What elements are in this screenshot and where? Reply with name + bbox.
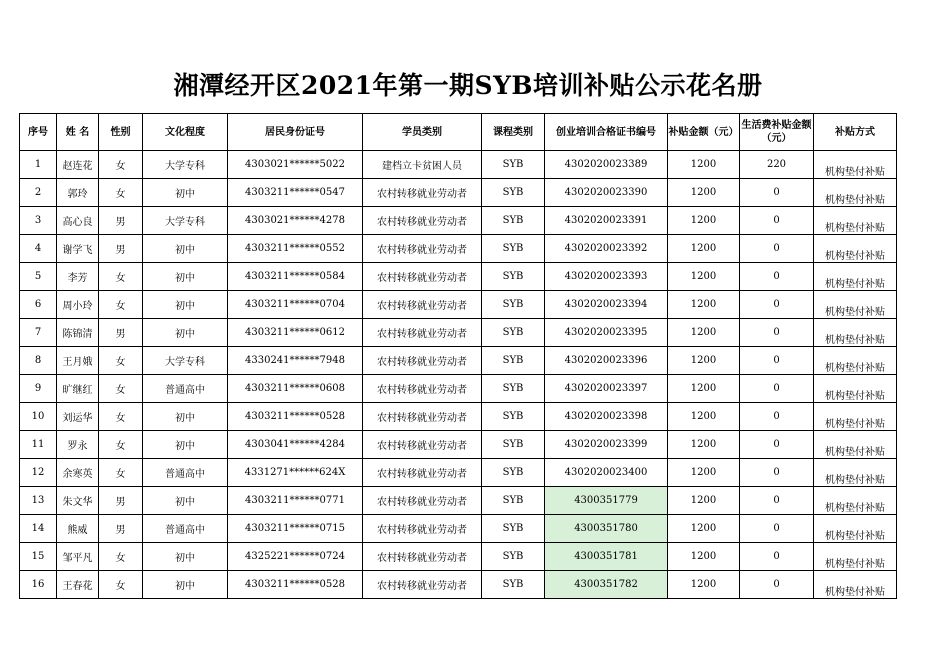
row-number-cell: 8 — [20, 347, 57, 375]
certificate-number-cell: 4302020023389 — [545, 151, 668, 179]
subsidy-amount-cell: 1200 — [668, 459, 740, 487]
row-number-cell: 2 — [20, 179, 57, 207]
row-number-cell: 1 — [20, 151, 57, 179]
subsidy-method-cell: 机构垫付补贴 — [814, 403, 897, 431]
gender-cell: 女 — [99, 403, 143, 431]
student-name-cell: 熊威 — [57, 515, 99, 543]
column-header: 姓 名 — [57, 114, 99, 151]
gender-cell: 男 — [99, 319, 143, 347]
living-subsidy-amount-cell: 220 — [740, 151, 814, 179]
id-number-cell: 4303041******4284 — [228, 431, 363, 459]
row-number-cell: 15 — [20, 543, 57, 571]
subsidy-roster-table — [19, 113, 897, 599]
gender-cell: 男 — [99, 235, 143, 263]
subsidy-amount-cell: 1200 — [668, 403, 740, 431]
course-type-cell: SYB — [482, 543, 545, 571]
subsidy-method-cell: 机构垫付补贴 — [814, 263, 897, 291]
education-level-cell: 初中 — [143, 235, 228, 263]
certificate-number-cell: 4302020023395 — [545, 319, 668, 347]
student-name-cell: 余寒英 — [57, 459, 99, 487]
table-row — [20, 403, 897, 431]
subsidy-method-cell: 机构垫付补贴 — [814, 487, 897, 515]
education-level-cell: 普通高中 — [143, 515, 228, 543]
living-subsidy-amount-cell: 0 — [740, 515, 814, 543]
row-number-cell: 12 — [20, 459, 57, 487]
student-name-cell: 王春花 — [57, 571, 99, 599]
education-level-cell: 初中 — [143, 571, 228, 599]
subsidy-method-cell: 机构垫付补贴 — [814, 235, 897, 263]
subsidy-method-cell: 机构垫付补贴 — [814, 291, 897, 319]
education-level-cell: 大学专科 — [143, 347, 228, 375]
student-category-cell: 农村转移就业劳动者 — [363, 375, 482, 403]
header-row — [20, 114, 897, 151]
course-type-cell: SYB — [482, 403, 545, 431]
row-number-cell: 11 — [20, 431, 57, 459]
gender-cell: 女 — [99, 347, 143, 375]
subsidy-amount-cell: 1200 — [668, 235, 740, 263]
student-name-cell: 赵连花 — [57, 151, 99, 179]
subsidy-amount-cell: 1200 — [668, 515, 740, 543]
subsidy-method-cell: 机构垫付补贴 — [814, 207, 897, 235]
column-header: 创业培训合格证书编号 — [545, 114, 668, 151]
student-name-cell: 王月娥 — [57, 347, 99, 375]
living-subsidy-amount-cell: 0 — [740, 291, 814, 319]
table-row — [20, 431, 897, 459]
gender-cell: 男 — [99, 515, 143, 543]
course-type-cell: SYB — [482, 263, 545, 291]
column-header: 补贴方式 — [814, 114, 897, 151]
table-row — [20, 319, 897, 347]
table-row — [20, 291, 897, 319]
certificate-number-cell: 4300351782 — [545, 571, 668, 599]
id-number-cell: 4303211******0771 — [228, 487, 363, 515]
row-number-cell: 6 — [20, 291, 57, 319]
table-row — [20, 263, 897, 291]
subsidy-method-cell: 机构垫付补贴 — [814, 179, 897, 207]
course-type-cell: SYB — [482, 179, 545, 207]
living-subsidy-amount-cell: 0 — [740, 571, 814, 599]
education-level-cell: 大学专科 — [143, 151, 228, 179]
table-row — [20, 347, 897, 375]
certificate-number-cell: 4302020023396 — [545, 347, 668, 375]
education-level-cell: 初中 — [143, 543, 228, 571]
living-subsidy-amount-cell: 0 — [740, 263, 814, 291]
student-category-cell: 农村转移就业劳动者 — [363, 263, 482, 291]
subsidy-amount-cell: 1200 — [668, 151, 740, 179]
course-type-cell: SYB — [482, 207, 545, 235]
id-number-cell: 4303211******0528 — [228, 403, 363, 431]
gender-cell: 女 — [99, 263, 143, 291]
column-header: 补贴金额（元） — [668, 114, 740, 151]
id-number-cell: 4303021******4278 — [228, 207, 363, 235]
education-level-cell: 大学专科 — [143, 207, 228, 235]
column-header: 课程类别 — [482, 114, 545, 151]
subsidy-amount-cell: 1200 — [668, 263, 740, 291]
living-subsidy-amount-cell: 0 — [740, 207, 814, 235]
education-level-cell: 普通高中 — [143, 459, 228, 487]
student-name-cell: 谢学飞 — [57, 235, 99, 263]
gender-cell: 男 — [99, 207, 143, 235]
table-row — [20, 571, 897, 599]
student-category-cell: 建档立卡贫困人员 — [363, 151, 482, 179]
certificate-number-cell: 4302020023399 — [545, 431, 668, 459]
column-header: 文化程度 — [143, 114, 228, 151]
subsidy-method-cell: 机构垫付补贴 — [814, 543, 897, 571]
course-type-cell: SYB — [482, 151, 545, 179]
certificate-number-cell: 4302020023392 — [545, 235, 668, 263]
subsidy-method-cell: 机构垫付补贴 — [814, 151, 897, 179]
table-row — [20, 487, 897, 515]
student-name-cell: 李芳 — [57, 263, 99, 291]
certificate-number-cell: 4302020023397 — [545, 375, 668, 403]
table-row — [20, 543, 897, 571]
gender-cell: 女 — [99, 375, 143, 403]
table-row — [20, 151, 897, 179]
student-category-cell: 农村转移就业劳动者 — [363, 431, 482, 459]
roster-body — [20, 151, 897, 599]
subsidy-amount-cell: 1200 — [668, 431, 740, 459]
education-level-cell: 初中 — [143, 291, 228, 319]
student-category-cell: 农村转移就业劳动者 — [363, 347, 482, 375]
subsidy-amount-cell: 1200 — [668, 207, 740, 235]
table-row — [20, 375, 897, 403]
student-name-cell: 罗永 — [57, 431, 99, 459]
column-header: 性别 — [99, 114, 143, 151]
column-header: 生活费补贴金额（元） — [740, 114, 814, 151]
student-name-cell: 周小玲 — [57, 291, 99, 319]
living-subsidy-amount-cell: 0 — [740, 179, 814, 207]
subsidy-amount-cell: 1200 — [668, 375, 740, 403]
gender-cell: 女 — [99, 291, 143, 319]
course-type-cell: SYB — [482, 459, 545, 487]
column-header: 序号 — [20, 114, 57, 151]
id-number-cell: 4303211******0704 — [228, 291, 363, 319]
living-subsidy-amount-cell: 0 — [740, 403, 814, 431]
gender-cell: 女 — [99, 571, 143, 599]
education-level-cell: 初中 — [143, 403, 228, 431]
student-category-cell: 农村转移就业劳动者 — [363, 515, 482, 543]
id-number-cell: 4303021******5022 — [228, 151, 363, 179]
course-type-cell: SYB — [482, 319, 545, 347]
living-subsidy-amount-cell: 0 — [740, 375, 814, 403]
gender-cell: 女 — [99, 543, 143, 571]
id-number-cell: 4303211******0608 — [228, 375, 363, 403]
subsidy-amount-cell: 1200 — [668, 487, 740, 515]
student-category-cell: 农村转移就业劳动者 — [363, 207, 482, 235]
id-number-cell: 4330241******7948 — [228, 347, 363, 375]
certificate-number-cell: 4300351780 — [545, 515, 668, 543]
table-row — [20, 179, 897, 207]
certificate-number-cell: 4302020023400 — [545, 459, 668, 487]
student-name-cell: 朱文华 — [57, 487, 99, 515]
gender-cell: 女 — [99, 459, 143, 487]
living-subsidy-amount-cell: 0 — [740, 431, 814, 459]
certificate-number-cell: 4300351779 — [545, 487, 668, 515]
row-number-cell: 14 — [20, 515, 57, 543]
subsidy-method-cell: 机构垫付补贴 — [814, 571, 897, 599]
living-subsidy-amount-cell: 0 — [740, 235, 814, 263]
subsidy-amount-cell: 1200 — [668, 179, 740, 207]
education-level-cell: 初中 — [143, 263, 228, 291]
table-row — [20, 459, 897, 487]
gender-cell: 女 — [99, 151, 143, 179]
course-type-cell: SYB — [482, 515, 545, 543]
student-name-cell: 高心良 — [57, 207, 99, 235]
student-category-cell: 农村转移就业劳动者 — [363, 487, 482, 515]
id-number-cell: 4303211******0715 — [228, 515, 363, 543]
course-type-cell: SYB — [482, 431, 545, 459]
column-header: 学员类别 — [363, 114, 482, 151]
id-number-cell: 4303211******0552 — [228, 235, 363, 263]
document-title: 湘潭经开区2021年第一期SYB培训补贴公示花名册 — [173, 71, 763, 100]
id-number-cell: 4325221******0724 — [228, 543, 363, 571]
id-number-cell: 4303211******0528 — [228, 571, 363, 599]
row-number-cell: 7 — [20, 319, 57, 347]
certificate-number-cell: 4302020023398 — [545, 403, 668, 431]
education-level-cell: 普通高中 — [143, 375, 228, 403]
student-category-cell: 农村转移就业劳动者 — [363, 543, 482, 571]
student-category-cell: 农村转移就业劳动者 — [363, 235, 482, 263]
subsidy-amount-cell: 1200 — [668, 347, 740, 375]
living-subsidy-amount-cell: 0 — [740, 319, 814, 347]
certificate-number-cell: 4302020023391 — [545, 207, 668, 235]
course-type-cell: SYB — [482, 487, 545, 515]
course-type-cell: SYB — [482, 291, 545, 319]
table-row — [20, 207, 897, 235]
subsidy-method-cell: 机构垫付补贴 — [814, 319, 897, 347]
student-category-cell: 农村转移就业劳动者 — [363, 403, 482, 431]
student-category-cell: 农村转移就业劳动者 — [363, 291, 482, 319]
row-number-cell: 5 — [20, 263, 57, 291]
subsidy-method-cell: 机构垫付补贴 — [814, 347, 897, 375]
subsidy-method-cell: 机构垫付补贴 — [814, 515, 897, 543]
course-type-cell: SYB — [482, 347, 545, 375]
certificate-number-cell: 4302020023393 — [545, 263, 668, 291]
student-category-cell: 农村转移就业劳动者 — [363, 319, 482, 347]
education-level-cell: 初中 — [143, 179, 228, 207]
gender-cell: 女 — [99, 431, 143, 459]
student-category-cell: 农村转移就业劳动者 — [363, 571, 482, 599]
id-number-cell: 4303211******0547 — [228, 179, 363, 207]
subsidy-amount-cell: 1200 — [668, 571, 740, 599]
subsidy-method-cell: 机构垫付补贴 — [814, 459, 897, 487]
row-number-cell: 3 — [20, 207, 57, 235]
id-number-cell: 4331271******624X — [228, 459, 363, 487]
row-number-cell: 4 — [20, 235, 57, 263]
certificate-number-cell: 4302020023394 — [545, 291, 668, 319]
subsidy-method-cell: 机构垫付补贴 — [814, 375, 897, 403]
student-category-cell: 农村转移就业劳动者 — [363, 179, 482, 207]
column-header: 居民身份证号 — [228, 114, 363, 151]
education-level-cell: 初中 — [143, 319, 228, 347]
living-subsidy-amount-cell: 0 — [740, 459, 814, 487]
student-name-cell: 刘运华 — [57, 403, 99, 431]
student-name-cell: 旷继红 — [57, 375, 99, 403]
student-name-cell: 郭玲 — [57, 179, 99, 207]
row-number-cell: 9 — [20, 375, 57, 403]
student-name-cell: 陈锦清 — [57, 319, 99, 347]
student-name-cell: 邹平凡 — [57, 543, 99, 571]
certificate-number-cell: 4300351781 — [545, 543, 668, 571]
course-type-cell: SYB — [482, 571, 545, 599]
subsidy-amount-cell: 1200 — [668, 543, 740, 571]
subsidy-amount-cell: 1200 — [668, 319, 740, 347]
row-number-cell: 13 — [20, 487, 57, 515]
course-type-cell: SYB — [482, 235, 545, 263]
course-type-cell: SYB — [482, 375, 545, 403]
table-row — [20, 235, 897, 263]
gender-cell: 女 — [99, 179, 143, 207]
id-number-cell: 4303211******0612 — [228, 319, 363, 347]
row-number-cell: 10 — [20, 403, 57, 431]
table-row — [20, 515, 897, 543]
subsidy-amount-cell: 1200 — [668, 291, 740, 319]
living-subsidy-amount-cell: 0 — [740, 487, 814, 515]
student-category-cell: 农村转移就业劳动者 — [363, 459, 482, 487]
gender-cell: 男 — [99, 487, 143, 515]
living-subsidy-amount-cell: 0 — [740, 543, 814, 571]
subsidy-method-cell: 机构垫付补贴 — [814, 431, 897, 459]
living-subsidy-amount-cell: 0 — [740, 347, 814, 375]
id-number-cell: 4303211******0584 — [228, 263, 363, 291]
education-level-cell: 初中 — [143, 487, 228, 515]
education-level-cell: 初中 — [143, 431, 228, 459]
certificate-number-cell: 4302020023390 — [545, 179, 668, 207]
row-number-cell: 16 — [20, 571, 57, 599]
